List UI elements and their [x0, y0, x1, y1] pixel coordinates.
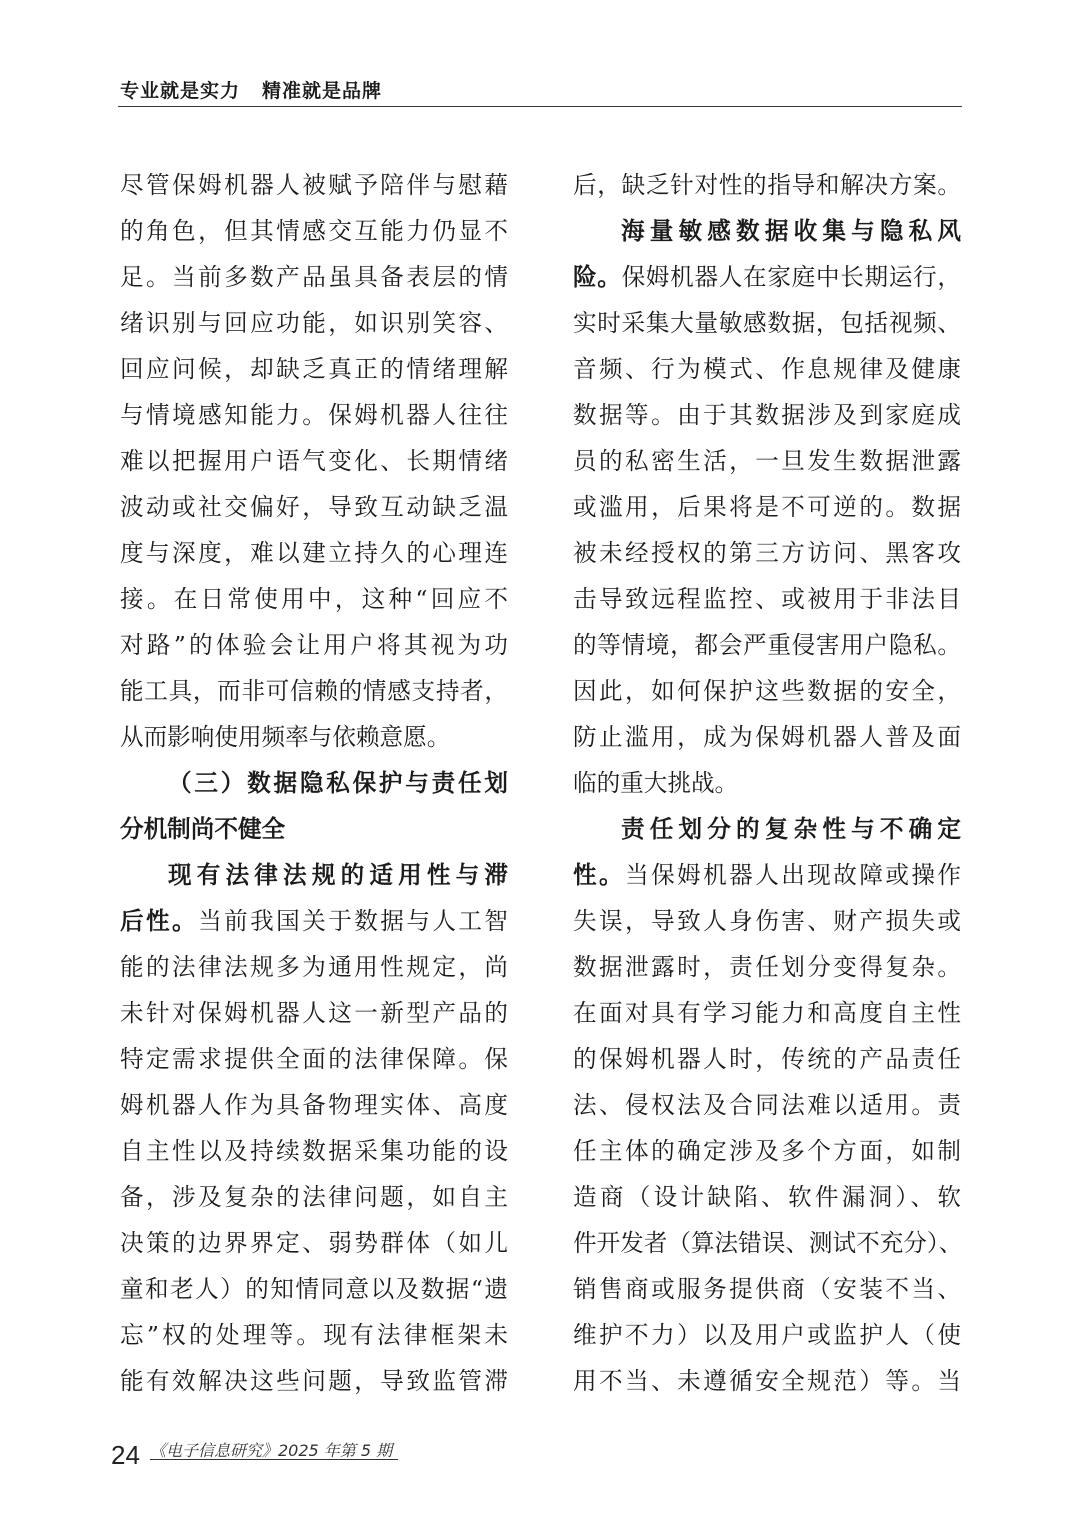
text-line: [573, 484, 961, 530]
line-text: 自主性以及持续数据采集功能的设: [120, 1137, 508, 1165]
line-text: 绪识别与回应功能，如识别笑容、: [120, 309, 508, 337]
text-line: [120, 944, 508, 990]
text-line: [573, 944, 961, 990]
text-line: [120, 1312, 508, 1358]
text-line: [120, 622, 508, 668]
text-line: [573, 1036, 961, 1082]
line-text: 被未经授权的第三方访问、黑客攻: [573, 539, 961, 567]
text-line: [573, 1082, 961, 1128]
text-line: [120, 530, 508, 576]
text-line: [573, 576, 961, 622]
line-text: 忘”权的处理等。现有法律框架未: [120, 1321, 508, 1349]
line-text: 员的私密生活，一旦发生数据泄露: [573, 447, 961, 475]
line-text: 失误，导致人身伤害、财产损失或: [573, 907, 961, 935]
line-text: 姆机器人作为具备物理实体、高度: [120, 1091, 508, 1119]
header-rule: [118, 106, 962, 107]
text-line: [120, 1174, 508, 1220]
text-line: [120, 1266, 508, 1312]
text-line: [120, 1036, 508, 1082]
text-line: [120, 990, 508, 1036]
line-text: 任主体的确定涉及多个方面，如制: [573, 1137, 961, 1165]
text-line: [120, 1082, 508, 1128]
line-text: 能的法律法规多为通用性规定，尚: [120, 953, 508, 981]
bold-run-in-heading: 后性。: [120, 907, 199, 935]
line-text: （三）数据隐私保护与责任划: [168, 769, 508, 797]
text-line: [573, 898, 961, 944]
line-text: 的角色，但其情感交互能力仍显不: [120, 217, 508, 245]
line-text: 接。在日常使用中，这种“回应不: [120, 585, 508, 613]
text-line: [573, 208, 961, 254]
line-text: 防止滥用，成为保姆机器人普及面: [573, 723, 961, 751]
text-line: [573, 806, 961, 852]
line-text: 音频、行为模式、作息规律及健康: [573, 355, 961, 383]
line-text: 当保姆机器人出现故障或操作: [625, 861, 962, 889]
journal-issue: 《电子信息研究》2025 年第 5 期: [150, 1441, 393, 1460]
text-line: [120, 162, 508, 208]
header-slogan-left: 专业就是实力: [120, 80, 241, 102]
text-line: [573, 438, 961, 484]
text-line: [573, 1128, 961, 1174]
text-line: [120, 208, 508, 254]
line-text: 数据泄露时，责任划分变得复杂。: [573, 953, 961, 981]
running-header: [120, 76, 382, 103]
line-text: 决策的边界界定、弱势群体（如儿: [120, 1229, 508, 1257]
line-text: 用不当、未遵循安全规范）等。当: [573, 1367, 961, 1395]
text-line: [120, 392, 508, 438]
text-line: [573, 622, 961, 668]
page-number: 24: [111, 1440, 140, 1470]
line-text: 特定需求提供全面的法律保障。保: [120, 1045, 508, 1073]
line-text: 从而影响使用频率与依赖意愿。: [120, 723, 451, 751]
text-line: [573, 760, 961, 806]
text-line: [120, 346, 508, 392]
text-line: [573, 714, 961, 760]
line-text: 备，涉及复杂的法律问题，如自主: [120, 1183, 508, 1211]
text-line: [573, 300, 961, 346]
line-text: 的保姆机器人时，传统的产品责任: [573, 1045, 961, 1073]
line-text: 实时采集大量敏感数据，包括视频、: [573, 309, 961, 337]
line-text: 足。当前多数产品虽具备表层的情: [120, 263, 508, 291]
line-text: 造商（设计缺陷、软件漏洞）、软: [573, 1183, 961, 1211]
line-text: 波动或社交偏好，导致互动缺乏温: [120, 493, 508, 521]
text-line: [120, 300, 508, 346]
text-line: [120, 852, 508, 898]
left-column: [120, 162, 508, 1404]
line-text: 临的重大挑战。: [573, 769, 739, 797]
line-text: 击导致远程监控、或被用于非法目: [573, 585, 961, 613]
line-text: 分机制尚不健全: [120, 815, 286, 843]
text-line: [573, 162, 961, 208]
text-line: [573, 392, 961, 438]
line-text: 未针对保姆机器人这一新型产品的: [120, 999, 508, 1027]
text-line: [120, 1128, 508, 1174]
text-line: [120, 254, 508, 300]
text-line: [573, 990, 961, 1036]
line-text: 难以把握用户语气变化、长期情绪: [120, 447, 508, 475]
text-line: [120, 484, 508, 530]
text-line: [120, 898, 508, 944]
line-text: 数据等。由于其数据涉及到家庭成: [573, 401, 961, 429]
text-line: [573, 668, 961, 714]
line-text: 因此，如何保护这些数据的安全，: [573, 677, 961, 705]
bold-run-in-heading: 责任划分的复杂性与不确定: [621, 815, 961, 843]
line-text: 度与深度，难以建立持久的心理连: [120, 539, 508, 567]
line-text: 件开发者（算法错误、测试不充分）、: [573, 1229, 963, 1257]
text-line: [120, 438, 508, 484]
bold-run-in-heading: 现有法律法规的适用性与滞: [168, 861, 508, 889]
line-text: 法、侵权法及合同法难以适用。责: [573, 1091, 961, 1119]
line-text: 销售商或服务提供商（安装不当、: [573, 1275, 961, 1303]
text-line: [573, 530, 961, 576]
line-text: 或滥用，后果将是不可逆的。数据: [573, 493, 961, 521]
right-column: [573, 162, 961, 1404]
bold-run-in-heading: 海量敏感数据收集与隐私风: [621, 217, 961, 245]
text-line: [573, 1220, 961, 1266]
bold-run-in-heading: 性。: [573, 861, 626, 889]
line-text: 尽管保姆机器人被赋予陪伴与慰藉: [120, 171, 508, 199]
text-line: [120, 1220, 508, 1266]
text-line: [120, 668, 508, 714]
text-line: [573, 1312, 961, 1358]
bold-run-in-heading: 险。: [573, 263, 622, 291]
line-text: 当前我国关于数据与人工智: [198, 907, 509, 935]
line-text: 回应问候，却缺乏真正的情绪理解: [120, 355, 508, 383]
line-text: 的等情境，都会严重侵害用户隐私。: [573, 631, 961, 659]
line-text: 后，缺乏针对性的指导和解决方案。: [573, 171, 961, 199]
line-text: 对路”的体验会让用户将其视为功: [120, 631, 508, 659]
text-line: [120, 806, 508, 852]
text-line: [573, 346, 961, 392]
line-text: 在面对具有学习能力和高度自主性: [573, 999, 961, 1027]
text-line: [120, 576, 508, 622]
text-line: [573, 1174, 961, 1220]
text-line: [573, 852, 961, 898]
text-line: [120, 1358, 508, 1404]
line-text: 能工具，而非可信赖的情感支持者，: [120, 677, 508, 705]
line-text: 与情境感知能力。保姆机器人往往: [120, 401, 508, 429]
line-text: 童和老人）的知情同意以及数据“遗: [120, 1275, 508, 1303]
text-line: [573, 1358, 961, 1404]
header-slogan-right: 精准就是品牌: [262, 80, 383, 102]
text-line: [573, 1266, 961, 1312]
line-text: 维护不力）以及用户或监护人（使: [573, 1321, 961, 1349]
text-line: [120, 760, 508, 806]
line-text: 保姆机器人在家庭中长期运行，: [621, 263, 962, 291]
footer-rule: [150, 1459, 398, 1460]
text-line: [120, 714, 508, 760]
text-line: [573, 254, 961, 300]
line-text: 能有效解决这些问题，导致监管滞: [120, 1367, 508, 1395]
